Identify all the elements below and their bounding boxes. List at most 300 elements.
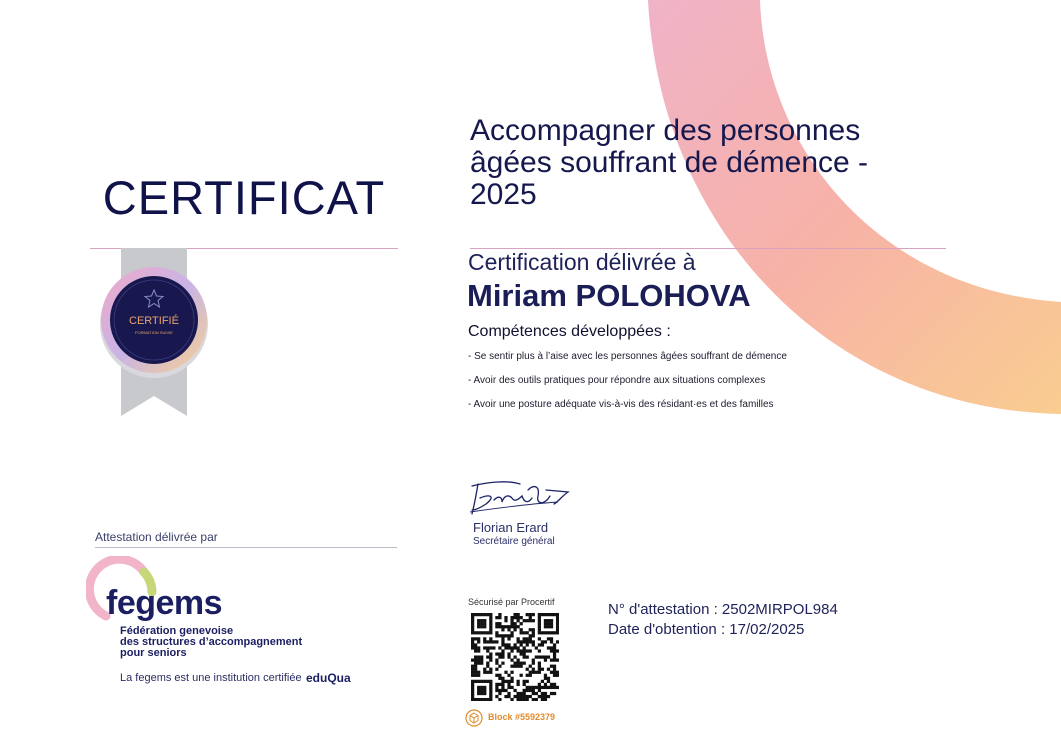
qr-module: [498, 652, 501, 655]
qr-module: [501, 686, 504, 689]
qr-module: [532, 640, 535, 643]
qr-module: [504, 689, 507, 692]
qr-module: [510, 616, 513, 619]
course-title: Accompagner des personnes âgées souffrant de démence - 2025: [470, 114, 869, 211]
qr-module: [489, 625, 492, 628]
qr-module: [529, 695, 532, 698]
qr-module: [526, 619, 529, 622]
qr-module: [507, 625, 510, 628]
qr-module: [529, 674, 532, 677]
qr-module: [513, 695, 516, 698]
qr-module: [477, 649, 480, 652]
qr-module: [471, 674, 474, 677]
qr-module: [498, 692, 501, 695]
qr-module: [486, 646, 489, 649]
qr-module: [529, 619, 532, 622]
fegems-logo-word: fegems: [106, 584, 223, 622]
qr-module: [523, 646, 526, 649]
qr-module: [556, 628, 559, 631]
qr-module: [538, 686, 541, 689]
qr-module: [532, 613, 535, 616]
qr-module: [498, 698, 501, 701]
qr-module: [517, 649, 520, 652]
obtention-date: Date d'obtention : 17/02/2025: [608, 621, 805, 638]
qr-module: [556, 622, 559, 625]
qr-module: [523, 692, 526, 695]
qr-module: [495, 631, 498, 634]
qr-module: [547, 677, 550, 680]
qr-module: [547, 646, 550, 649]
qr-module: [535, 698, 538, 701]
handwritten-signature-icon: [468, 476, 572, 520]
qr-module: [517, 692, 520, 695]
qr-module: [541, 692, 544, 695]
qr-module: [526, 649, 529, 652]
qr-module: [532, 643, 535, 646]
qr-module: [486, 640, 489, 643]
qr-module: [538, 637, 541, 640]
qr-module: [504, 619, 507, 622]
qr-module: [510, 631, 513, 634]
qr-module: [526, 643, 529, 646]
qr-module: [553, 649, 556, 652]
qr-module: [541, 686, 544, 689]
qr-module: [498, 683, 501, 686]
qr-module: [501, 683, 504, 686]
qr-module: [492, 640, 495, 643]
qr-module: [541, 613, 544, 616]
qr-module: [480, 613, 483, 616]
fegems-institution-text: La fegems est une institution certifiée: [120, 672, 302, 684]
qr-module: [517, 646, 520, 649]
qr-module: [517, 616, 520, 619]
qr-module: [486, 649, 489, 652]
qr-module: [520, 692, 523, 695]
qr-module: [498, 674, 501, 677]
qr-module: [510, 677, 513, 680]
qr-module: [550, 631, 553, 634]
qr-module: [480, 692, 483, 695]
badge-subtitle: FORMATION SUIVIE: [135, 330, 173, 335]
qr-module: [477, 662, 480, 665]
qr-module: [517, 683, 520, 686]
qr-module: [507, 683, 510, 686]
qr-module: [520, 662, 523, 665]
qr-module: [550, 649, 553, 652]
qr-module: [474, 643, 477, 646]
qr-module: [504, 671, 507, 674]
qr-module: [520, 616, 523, 619]
qr-module: [532, 689, 535, 692]
qr-module: [486, 613, 489, 616]
qr-module: [520, 665, 523, 668]
qr-module: [526, 689, 529, 692]
qr-module: [483, 619, 486, 622]
qr-module: [550, 613, 553, 616]
qr-module: [474, 613, 477, 616]
qr-module: [517, 619, 520, 622]
qr-module: [526, 613, 529, 616]
qr-module: [541, 680, 544, 683]
qr-module: [471, 659, 474, 662]
qr-module: [489, 652, 492, 655]
qr-module: [471, 665, 474, 668]
qr-module: [495, 686, 498, 689]
qr-module: [529, 637, 532, 640]
qr-module: [520, 643, 523, 646]
qr-module: [498, 689, 501, 692]
qr-module: [471, 668, 474, 671]
qr-module: [526, 686, 529, 689]
qr-module: [495, 622, 498, 625]
qr-module: [529, 634, 532, 637]
qr-module: [520, 695, 523, 698]
qr-module: [553, 668, 556, 671]
qr-module: [556, 613, 559, 616]
qr-module: [532, 662, 535, 665]
qr-module: [474, 674, 477, 677]
qr-module: [529, 616, 532, 619]
qr-module: [483, 637, 486, 640]
qr-module: [520, 698, 523, 701]
qr-module: [532, 634, 535, 637]
qr-module: [489, 683, 492, 686]
qr-module: [520, 649, 523, 652]
qr-module: [526, 680, 529, 683]
qr-module: [501, 643, 504, 646]
qr-module: [550, 640, 553, 643]
qr-module: [489, 637, 492, 640]
qr-module: [504, 695, 507, 698]
qr-module: [544, 640, 547, 643]
qr-module: [523, 662, 526, 665]
qr-module: [553, 643, 556, 646]
qr-module: [517, 698, 520, 701]
qr-module: [513, 655, 516, 658]
qr-module: [495, 668, 498, 671]
qr-module: [517, 680, 520, 683]
qr-module: [538, 625, 541, 628]
qr-module: [489, 631, 492, 634]
qr-module: [489, 616, 492, 619]
qr-module: [510, 634, 513, 637]
qr-module: [526, 631, 529, 634]
qr-module: [538, 655, 541, 658]
qr-module: [501, 628, 504, 631]
qr-module: [544, 683, 547, 686]
qr-module: [523, 637, 526, 640]
qr-module: [486, 680, 489, 683]
qr-module: [504, 643, 507, 646]
qr-module: [517, 625, 520, 628]
qr-module: [471, 671, 474, 674]
qr-module: [489, 628, 492, 631]
qr-module: [523, 649, 526, 652]
qr-module: [544, 631, 547, 634]
qr-module: [529, 649, 532, 652]
qr-module: [550, 659, 553, 662]
qr-module: [523, 631, 526, 634]
qr-module: [526, 655, 529, 658]
qr-module: [501, 677, 504, 680]
qr-module: [526, 640, 529, 643]
qr-module: [474, 655, 477, 658]
qr-module: [513, 622, 516, 625]
qr-module: [513, 628, 516, 631]
qr-module: [538, 616, 541, 619]
qr-module: [480, 625, 483, 628]
qr-module: [547, 668, 550, 671]
qr-module: [507, 692, 510, 695]
qr-module: [550, 671, 553, 674]
qr-module: [507, 634, 510, 637]
qr-module: [486, 665, 489, 668]
qr-module: [556, 619, 559, 622]
qr-module: [477, 689, 480, 692]
qr-module: [529, 613, 532, 616]
qr-module: [547, 622, 550, 625]
qr-module: [520, 652, 523, 655]
qr-module: [477, 692, 480, 695]
qr-module: [556, 671, 559, 674]
qr-module: [480, 619, 483, 622]
qr-module: [538, 671, 541, 674]
qr-module: [471, 625, 474, 628]
qr-module: [483, 646, 486, 649]
qr-module: [507, 628, 510, 631]
qr-module: [520, 640, 523, 643]
qr-module: [477, 613, 480, 616]
qr-module: [501, 655, 504, 658]
qr-module: [474, 668, 477, 671]
qr-module: [471, 631, 474, 634]
qr-module: [538, 662, 541, 665]
qr-module: [480, 655, 483, 658]
qr-module: [489, 640, 492, 643]
qr-module: [480, 698, 483, 701]
qr-module: [517, 613, 520, 616]
qr-module: [532, 692, 535, 695]
qr-module: [510, 619, 513, 622]
qr-module: [550, 622, 553, 625]
qr-module: [507, 655, 510, 658]
qr-module: [550, 637, 553, 640]
qr-module: [477, 680, 480, 683]
qr-module: [538, 619, 541, 622]
qr-module: [510, 698, 513, 701]
qr-module: [483, 625, 486, 628]
qr-module: [553, 674, 556, 677]
qr-module: [489, 655, 492, 658]
qr-module: [523, 698, 526, 701]
qr-module: [477, 619, 480, 622]
qr-module: [480, 686, 483, 689]
qr-module: [474, 671, 477, 674]
qr-module: [501, 662, 504, 665]
qr-module: [504, 616, 507, 619]
qr-module: [523, 695, 526, 698]
qr-module: [474, 665, 477, 668]
qr-module: [489, 622, 492, 625]
qr-module: [480, 662, 483, 665]
blockchain-cube-icon: [465, 709, 483, 727]
qr-module: [489, 619, 492, 622]
qr-module: [544, 619, 547, 622]
qr-module: [556, 616, 559, 619]
qr-module: [501, 652, 504, 655]
qr-module: [477, 686, 480, 689]
qr-module: [477, 637, 480, 640]
qr-module: [477, 646, 480, 649]
qr-module: [483, 680, 486, 683]
qr-module: [501, 637, 504, 640]
qr-module: [538, 631, 541, 634]
qr-module: [541, 643, 544, 646]
qr-module: [510, 622, 513, 625]
qr-module: [501, 689, 504, 692]
qr-module: [544, 659, 547, 662]
qr-module: [474, 637, 477, 640]
qr-module: [471, 686, 474, 689]
fegems-description: Fédération genevoise des structures d’accompagnement pour seniors: [120, 625, 303, 659]
qr-module: [556, 625, 559, 628]
qr-module: [498, 646, 501, 649]
qr-module: [498, 655, 501, 658]
qr-module: [513, 625, 516, 628]
qr-module: [471, 616, 474, 619]
qr-module: [495, 634, 498, 637]
qr-module: [553, 671, 556, 674]
qr-module: [526, 637, 529, 640]
qr-module: [547, 631, 550, 634]
qr-module: [553, 683, 556, 686]
qr-module: [544, 655, 547, 658]
qr-module: [526, 695, 529, 698]
qr-module: [553, 631, 556, 634]
qr-module: [489, 671, 492, 674]
qr-module: [550, 683, 553, 686]
verification-qr-code[interactable]: [471, 613, 559, 701]
qr-module: [550, 625, 553, 628]
qr-module: [504, 646, 507, 649]
qr-module: [547, 695, 550, 698]
qr-module: [498, 677, 501, 680]
qr-module: [501, 680, 504, 683]
qr-module: [483, 689, 486, 692]
qr-module: [495, 616, 498, 619]
qr-module: [471, 640, 474, 643]
qr-module: [523, 655, 526, 658]
qr-module: [526, 698, 529, 701]
qr-module: [501, 640, 504, 643]
qr-module: [532, 631, 535, 634]
qr-module: [532, 628, 535, 631]
eduqua-brand: eduQua: [306, 671, 351, 685]
qr-module: [498, 665, 501, 668]
qr-module: [471, 646, 474, 649]
qr-module: [535, 671, 538, 674]
qr-module: [489, 668, 492, 671]
qr-module: [550, 686, 553, 689]
qr-module: [483, 622, 486, 625]
qr-module: [498, 622, 501, 625]
qr-module: [523, 680, 526, 683]
qr-module: [513, 665, 516, 668]
qr-module: [483, 640, 486, 643]
qr-module: [517, 662, 520, 665]
qr-module: [483, 613, 486, 616]
qr-module: [550, 619, 553, 622]
qr-module: [495, 640, 498, 643]
qr-module: [477, 631, 480, 634]
qr-module: [529, 686, 532, 689]
qr-module: [523, 652, 526, 655]
qr-module: [553, 652, 556, 655]
qr-module: [553, 692, 556, 695]
qr-module: [556, 640, 559, 643]
qr-module: [486, 631, 489, 634]
block-number[interactable]: Block #5592379: [488, 712, 556, 722]
qr-module: [471, 622, 474, 625]
qr-module: [471, 680, 474, 683]
qr-module: [538, 695, 541, 698]
qr-module: [498, 625, 501, 628]
qr-module: [477, 659, 480, 662]
qr-module: [556, 659, 559, 662]
qr-module: [538, 668, 541, 671]
qr-module: [501, 625, 504, 628]
qr-module: [513, 689, 516, 692]
qr-module: [541, 655, 544, 658]
qr-module: [526, 674, 529, 677]
qr-module: [480, 689, 483, 692]
qr-module: [526, 668, 529, 671]
qr-module: [538, 622, 541, 625]
qr-module: [507, 686, 510, 689]
qr-module: [544, 625, 547, 628]
qr-module: [535, 686, 538, 689]
qr-module: [510, 625, 513, 628]
qr-module: [471, 683, 474, 686]
qr-module: [541, 631, 544, 634]
qr-module: [495, 662, 498, 665]
qr-module: [544, 674, 547, 677]
qr-module: [547, 686, 550, 689]
qr-module: [553, 659, 556, 662]
qr-module: [538, 628, 541, 631]
qr-module: [532, 619, 535, 622]
recipient-name: Miriam POLOHOVA: [467, 278, 751, 313]
qr-module: [532, 659, 535, 662]
issuer-divider: [95, 547, 397, 548]
qr-module: [550, 665, 553, 668]
qr-module: [523, 619, 526, 622]
qr-module: [538, 649, 541, 652]
qr-module: [474, 646, 477, 649]
qr-module: [474, 649, 477, 652]
qr-module: [489, 695, 492, 698]
qr-module: [556, 631, 559, 634]
qr-module: [523, 683, 526, 686]
qr-module: [480, 680, 483, 683]
secured-by-label: Sécurisé par Procertif: [468, 597, 555, 607]
qr-module: [553, 655, 556, 658]
delivered-to-label: Certification délivrée à: [468, 249, 696, 275]
qr-module: [510, 680, 513, 683]
qr-module: [474, 659, 477, 662]
qr-module: [550, 692, 553, 695]
qr-module: [550, 646, 553, 649]
